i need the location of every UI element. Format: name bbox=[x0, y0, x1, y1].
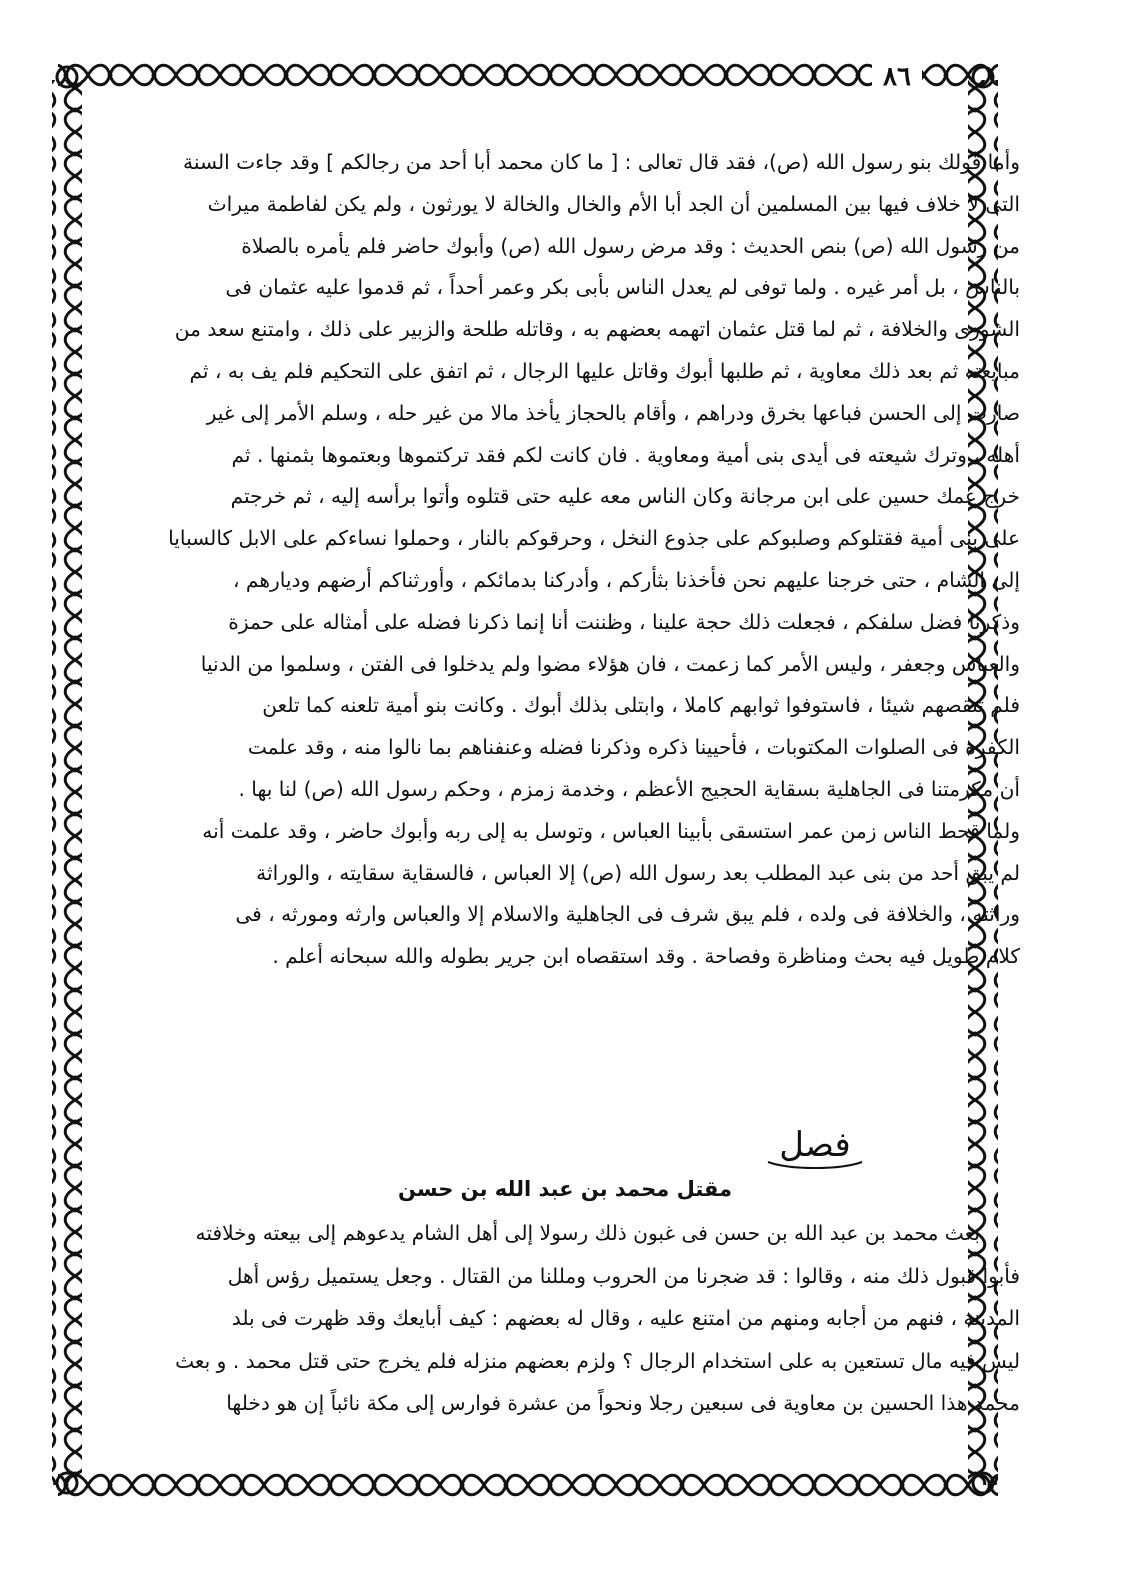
text-line: أن مكرمتنا فى الجاهلية بسقاية الحجيج الأعظم ، وخدمة زمزم ، وحكم رسول الله (ص) لنا بها . bbox=[238, 776, 1020, 801]
section-ornament-text: فصل bbox=[779, 1125, 851, 1165]
text-line: وأما قولك بنو رسول الله (ص)، فقد قال تعالى : [ ما كان محمد أبا أحد من رجالكم ] وقد جاءت السنة bbox=[183, 150, 1020, 174]
text-line: بالناس ، بل أمر غيره . ولما توفى لم يعدل الناس بأبى بكر وعمر أحداً ، ثم قدموا عليه عثمان فى bbox=[225, 275, 1020, 300]
text-line: إلى الشام ، حتى خرجنا عليهم نحن فأخذنا بثأركم ، وأدركنا بدمائكم ، وأورثناكم أرضهم وديارهم ، bbox=[232, 567, 1020, 592]
text-line: صارت إلى الحسن فباعها بخرق ودراهم ، وأقام بالحجاز يأخذ مالا من غير حله ، وسلم الأمر إلى غير bbox=[206, 400, 1020, 425]
text-line: أهله ، وترك شيعته فى أيدى بنى أمية ومعاوية . فان كانت لكم فقد تركتموها وبعتموها بثمنها . ثم bbox=[231, 442, 1020, 467]
text-line: والعباس وجعفر ، وليس الأمر كما زعمت ، فان هؤلاء مضوا ولم يدخلوا فى الفتن ، وسلموا من الدنيا bbox=[200, 651, 1020, 676]
text-line: لم يبق أحد من بنى عبد المطلب بعد رسول الله (ص) إلا العباس ، فالسقاية سقايته ، والوراثة bbox=[256, 860, 1020, 885]
text-line: محمد هذا الحسين بن معاوية فى سبعين رجلا ونحواً من عشرة فوارس إلى مكة نائباً إن هو دخلها bbox=[226, 1391, 1020, 1415]
text-line: خرج عمك حسين على ابن مرجانة وكان الناس معه عليه حتى قتلوه وأتوا برأسه إليه ، ثم خرجتم bbox=[230, 484, 1020, 509]
text-line: فلم تنقصهم شيئا ، فاستوفوا ثوابهم كاملا ، وابتلى بذلك أبوك . وكانت بنو أمية تلعنه كما تلعن bbox=[262, 693, 1020, 718]
text-line: المدينة ، فنهم من أجابه ومنهم من امتنع عليه ، وقال له بعضهم : كيف أبايعك وقد ظهرت فى بلد bbox=[231, 1306, 1020, 1330]
text-line: وراثته ، والخلافة فى ولده ، فلم يبق شرف فى الجاهلية والاسلام إلا والعباس وارثه ومورثه ، فى bbox=[235, 902, 1020, 927]
text-line: من رسول الله (ص) بنص الحديث : وقد مرض رسول الله (ص) وأبوك حاضر فلم يأمره بالصلاة bbox=[241, 233, 1020, 258]
text-line: الكفرة فى الصلوات المكتوبات ، فأحيينا ذكره وذكرنا فضله وعنفناهم بما نالوا منه ، وقد علمت bbox=[247, 735, 1020, 760]
text-line: ولما قحط الناس زمن عمر استسقى بأبينا العباس ، وتوسل به إلى ربه وأبوك حاضر ، وقد علمت أنه bbox=[202, 818, 1020, 843]
text-line: بعث محمد بن عبد الله بن حسن فى غبون ذلك رسولا إلى أهل الشام يدعوهم إلى بيعته وخلافته bbox=[195, 1221, 980, 1245]
section-ornament bbox=[760, 1118, 870, 1172]
text-line: التى لا خلاف فيها بين المسلمين أن الجد أبا الأم والخال والخالة لا يورثون ، ولم يكن لفاطمة ميراث bbox=[207, 191, 1020, 216]
text-line: كلام طويل فيه بحث ومناظرة وفصاحة . وقد استقصاه ابن جرير بطوله والله سبحانه أعلم . bbox=[272, 944, 1020, 969]
text-line: على بنى أمية فقتلوكم وصلبوكم على جذوع النخل ، وحرقوكم بالنار ، وحملوا نساءكم على الابل كالسبايا bbox=[168, 526, 1020, 551]
page-number: ٨٦ bbox=[872, 60, 922, 94]
section-heading: مقتل محمد بن عبد الله بن حسن bbox=[397, 1177, 733, 1201]
section-text bbox=[110, 1212, 1020, 1425]
text-line: وذكرنا فضل سلفكم ، فجعلت ذلك حجة علينا ، وظننت أنا إنما ذكرنا فضله على أمثاله على حمزة bbox=[228, 609, 1020, 634]
body-text bbox=[110, 142, 1020, 978]
text-line: فأبوا قبول ذلك منه ، وقالوا : قد ضجرنا من الحروب ومللنا من القتال . وجعل يستميل رؤس أهل bbox=[227, 1263, 1020, 1288]
text-line: مبايعته ثم بعد ذلك معاوية ، ثم طلبها أبوك وقاتل عليها الرجال ، ثم اتفق على التحكيم فلم يف به ، ثم bbox=[189, 358, 1020, 383]
text-line: الشورى والخلافة ، ثم لما قتل عثمان اتهمه بعضهم به ، وقاتله طلحة والزبير على ذلك ، وامتنع سعد من bbox=[174, 317, 1020, 342]
text-line: ليس فيه مال تستعين به على استخدام الرجال ؟ ولزم بعضهم منزله فلم يخرج حتى قتل محمد . و بعث bbox=[175, 1348, 1020, 1373]
